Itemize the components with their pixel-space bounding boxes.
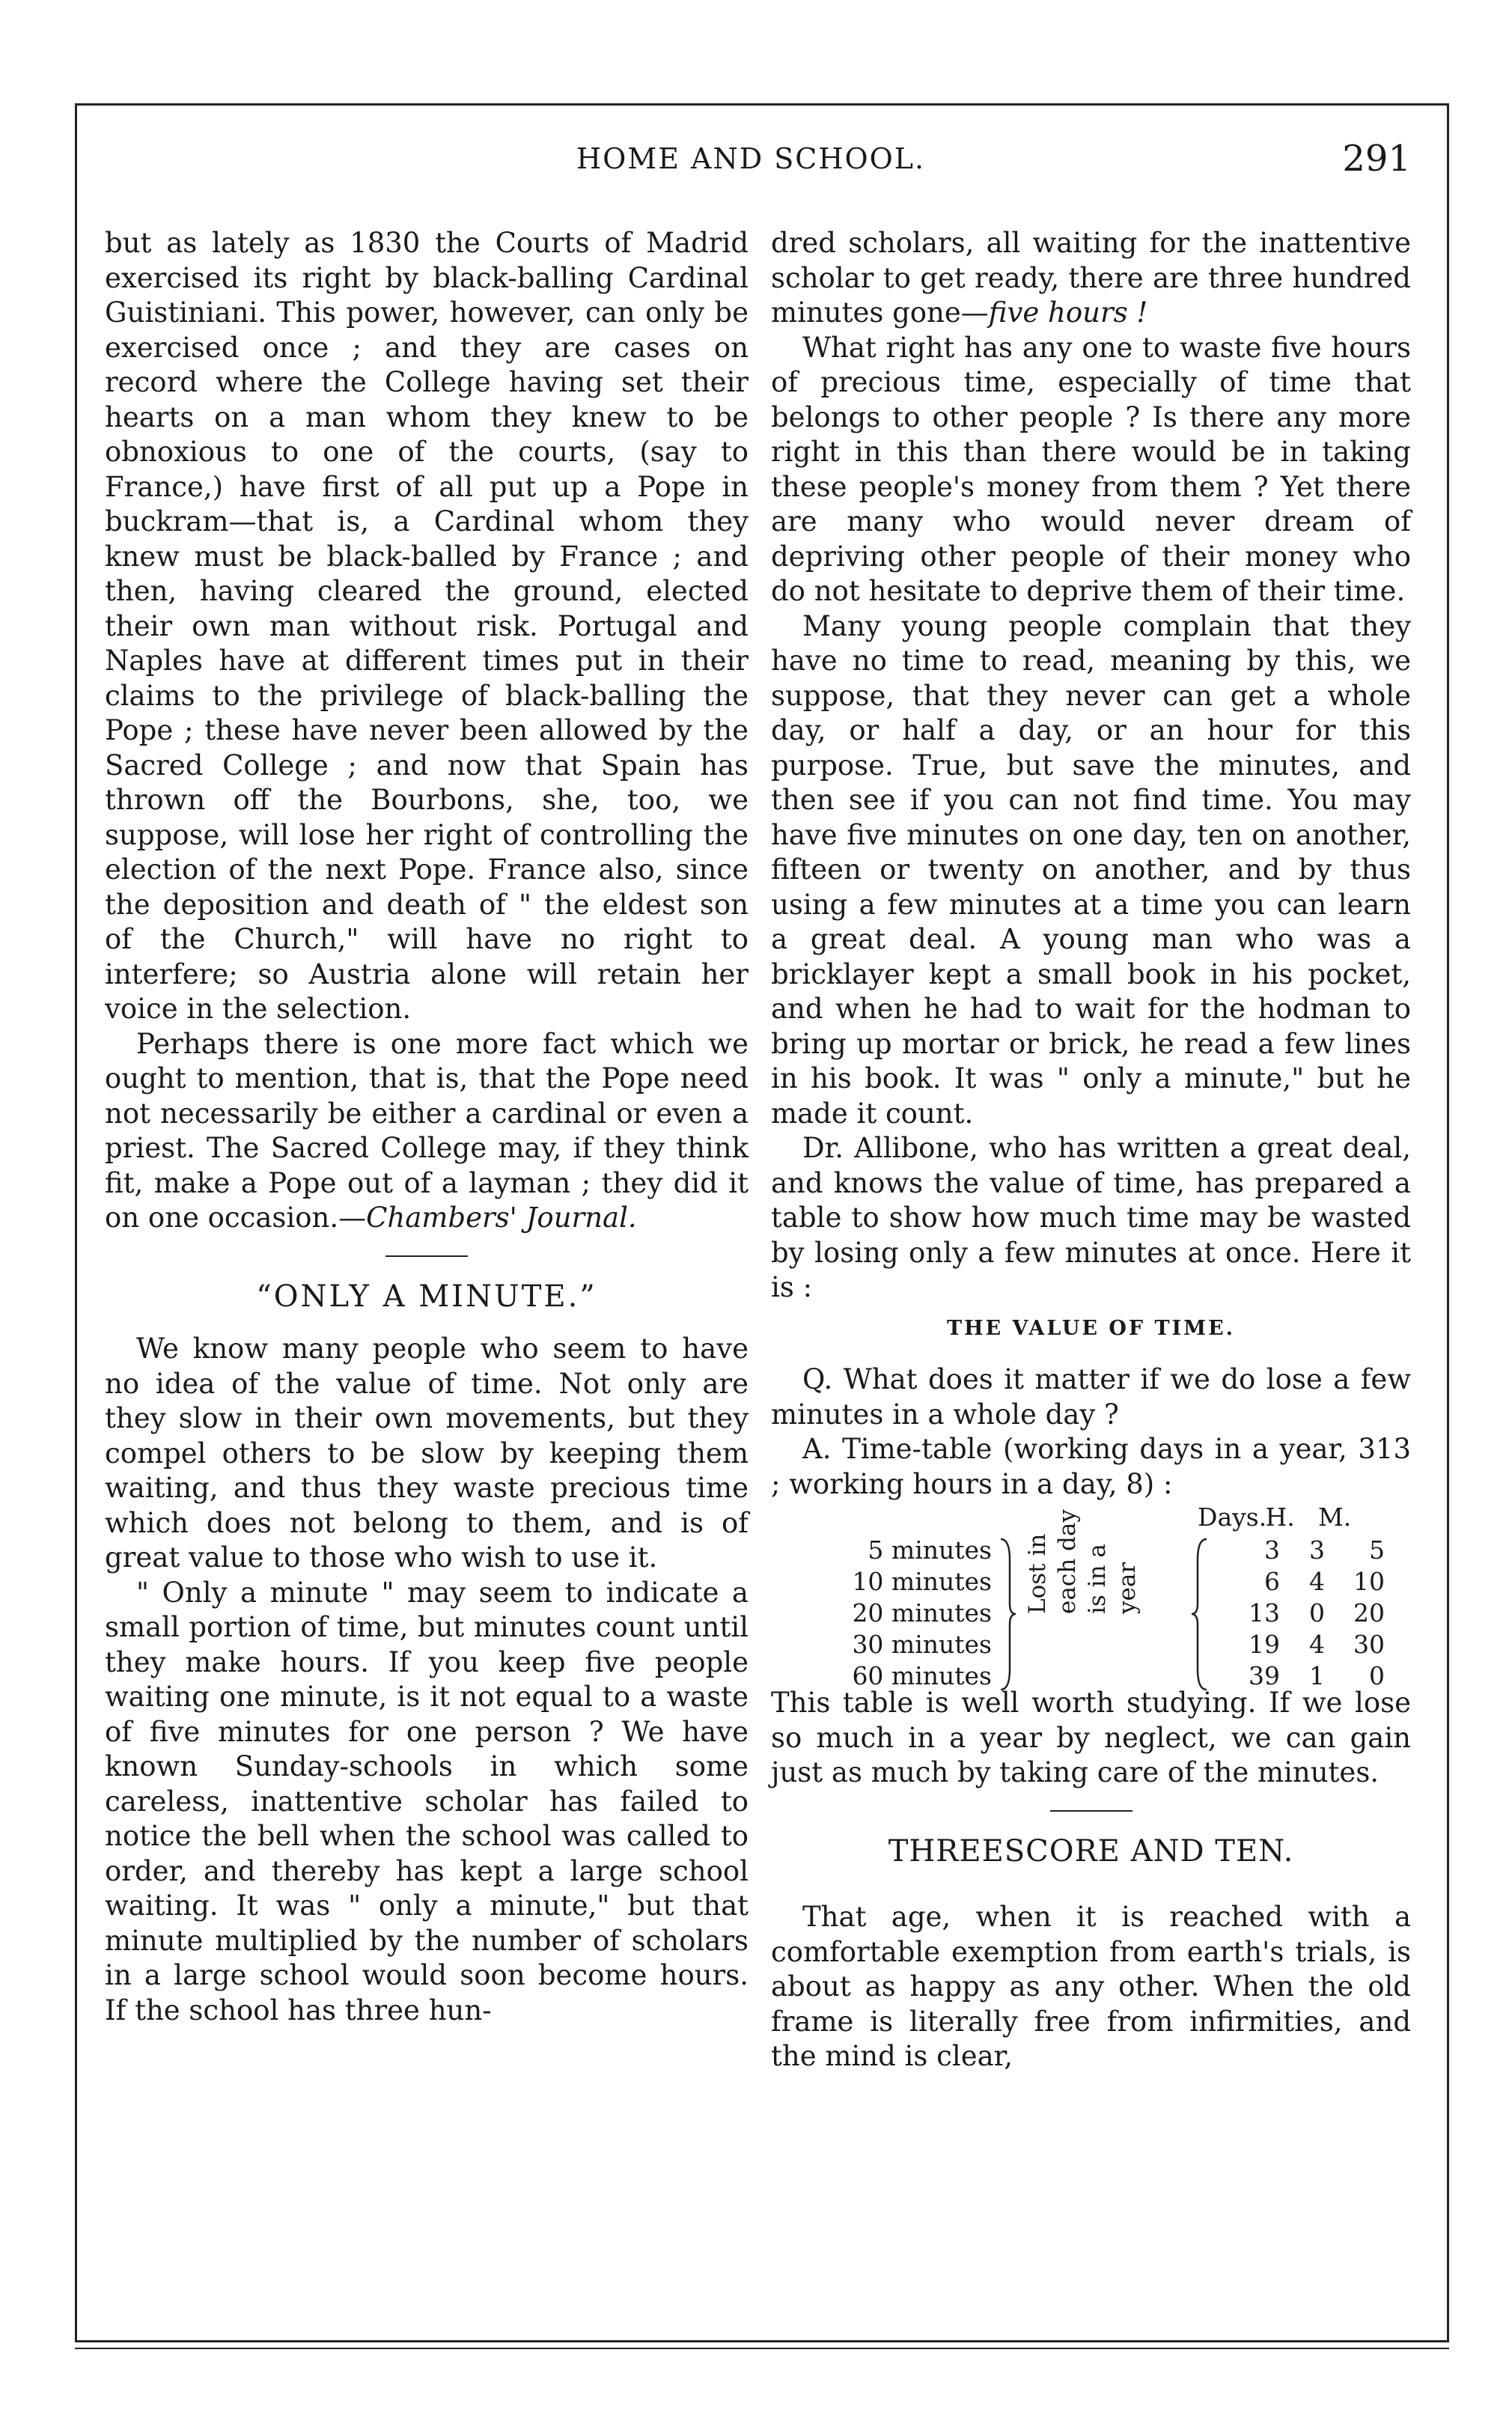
hours-value: 4: [1309, 1630, 1325, 1659]
time-values: [1220, 1535, 1385, 1692]
column-header-minutes: M.: [1318, 1502, 1352, 1532]
lost-label-line: each day: [1054, 1509, 1081, 1614]
paragraph-text: dred scholars, all waiting for the inattentive scholar to get ready, there are three hundred minutes gone—: [771, 227, 1411, 329]
lost-label-line: year: [1114, 1562, 1141, 1614]
paragraph: [105, 1027, 749, 1236]
days-value: 6: [1264, 1567, 1280, 1596]
paragraph-text: Perhaps there is one more fact which we ought to mention, that is, that the Pope need not necessarily be either a cardinal or even a priest. The Sacred College may, if they think fit, make a Pope out of a layman ; they did it on one occasion.—: [105, 1027, 749, 1234]
paragraph: " Only a minute " may seem to indicate a small portion of time, but minutes count until they make hours. If you keep five people waiting one minute, is it not equal to a waste of five minutes for one person ? We have known Sunday-schools in which some careless, inattentive scholar has failed to notice the bell when the school was called to order, and thereby has kept a large school waiting. It was " only a minute," but that minute multiplied by the number of scholars in a large school would soon become hours. If the school has three hun-: [105, 1576, 749, 2027]
paragraph: Dr. Allibone, who has written a great deal, and knows the value of time, has prepared a table to show how much time may be wasted by losing only a few minutes at once. Here it is :: [771, 1132, 1411, 1303]
lost-label-line: Lost in: [1024, 1533, 1051, 1614]
minutes-value: 0: [1369, 1661, 1385, 1690]
question: Q. What does it matter if we do lose a few minutes in a whole day ?: [771, 1363, 1411, 1431]
row-label: 30 minutes: [852, 1630, 992, 1659]
table-row: [1220, 1629, 1385, 1660]
time-table: [771, 1502, 1411, 1690]
hours-value: 4: [1309, 1567, 1325, 1596]
paragraph: This table is well worth studying. If we lose so much in a year by neglect, we can gain just as much by taking care of the minutes.: [771, 1687, 1411, 1788]
hours-value: 1: [1309, 1661, 1325, 1690]
minutes-value: 20: [1353, 1598, 1385, 1627]
minutes-value: 5: [1369, 1535, 1385, 1565]
row-label: 60 minutes: [852, 1661, 992, 1690]
section-heading: THREESCORE AND TEN.: [888, 1833, 1294, 1869]
bottom-rule-secondary: [75, 2348, 1449, 2349]
source-citation: Chambers' Journal.: [366, 1202, 637, 1234]
row-label: 20 minutes: [852, 1598, 992, 1627]
row-labels: [790, 1535, 992, 1692]
lost-label-line: is in a: [1084, 1544, 1111, 1614]
minutes-value: 10: [1353, 1567, 1385, 1596]
running-header: [105, 138, 1411, 187]
section-divider: [1050, 1810, 1133, 1812]
right-column: [771, 226, 1411, 2074]
lost-label: [1024, 1509, 1175, 1684]
table-heading: THE VALUE OF TIME.: [946, 1316, 1236, 1340]
section-heading: “ONLY A MINUTE.”: [256, 1279, 597, 1314]
row-label: 10 minutes: [852, 1567, 992, 1596]
section-divider: [385, 1255, 468, 1257]
left-brace-icon: [1190, 1538, 1208, 1691]
days-value: 13: [1249, 1598, 1280, 1627]
paragraph: but as lately as 1830 the Courts of Madrid exercised its right by black-balling Cardinal Guistiniani. This power, however, can only be exercised once ; and they are cases on record where the College having set their hearts on a man whom they knew to be obnoxious to one of the courts, (say to France,) have first of all put up a Pope in buckram—that is, a Cardinal whom they knew must be black-balled by France ; and then, having cleared the ground, elected their own man without risk. Portugal and Naples have at different times put in their claims to the privilege of black-balling the Pope ; these have never been allowed by the Sacred College ; and now that Spain has thrown off the Bourbons, she, too, we suppose, will lose her right of controlling the election of the next Pope. France also, since the deposition and death of " the eldest son of the Church," will have no right to interfere; so Austria alone will retain her voice in the selection.: [105, 227, 749, 1025]
days-value: 3: [1264, 1535, 1280, 1565]
hours-value: 0: [1309, 1598, 1325, 1627]
row-label: 5 minutes: [868, 1535, 992, 1565]
column-header-hours: H.: [1265, 1502, 1295, 1532]
paragraph: What right has any one to waste five hours of precious time, especially of time that belongs to other people ? Is there any more right in this than there would be in taking these people's money from them ? Yet there are many who would never dream of depriving other people of their money who do not hesitate to deprive them of their time.: [771, 331, 1411, 607]
top-rule: [75, 103, 1449, 106]
answer: A. Time-table (working days in a year, 313 ; working hours in a day, 8) :: [771, 1433, 1411, 1500]
table-row: [1220, 1566, 1385, 1598]
right-brace-icon: [999, 1538, 1017, 1691]
paragraph: [771, 226, 1411, 331]
minutes-value: 30: [1353, 1630, 1385, 1659]
days-value: 19: [1249, 1630, 1280, 1659]
left-column: [105, 226, 749, 2028]
bottom-rule: [75, 2340, 1449, 2342]
table-row: [1220, 1598, 1385, 1629]
page-number: 291: [1342, 138, 1411, 180]
table-row: [1220, 1535, 1385, 1566]
table-row: [1220, 1660, 1385, 1692]
column-header-days: Days.: [1198, 1502, 1267, 1532]
time-table-header: [1198, 1502, 1378, 1533]
paragraph: Many young people complain that they have no time to read, meaning by this, we suppose, that they never can get a whole day, or half a day, or an hour for this purpose. True, but save the minutes, and then see if you can not find time. You may have five minutes on one day, ten on another, fifteen or twenty on another, and by thus using a few minutes at a time you can learn a great deal. A young man who was a bricklayer kept a small book in his pocket, and when he had to wait for the hodman to bring up mortar or brick, he read a few lines in his book. It was " only a minute," but he made it count.: [771, 609, 1411, 1130]
emphasis: five hours !: [988, 296, 1148, 329]
running-title: HOME AND SCHOOL.: [576, 142, 926, 175]
days-value: 39: [1249, 1661, 1280, 1690]
hours-value: 3: [1309, 1535, 1325, 1565]
paragraph: We know many people who seem to have no idea of the value of time. Not only are they slow in their own movements, but they compel others to be slow by keeping them waiting, and thus they waste precious time which does not belong to them, and is of great value to those who wish to use it.: [105, 1333, 749, 1574]
paragraph: That age, when it is reached with a comfortable exemption from earth's trials, is about as happy as any other. When the old frame is literally free from infirmities, and the mind is clear,: [771, 1901, 1411, 2072]
